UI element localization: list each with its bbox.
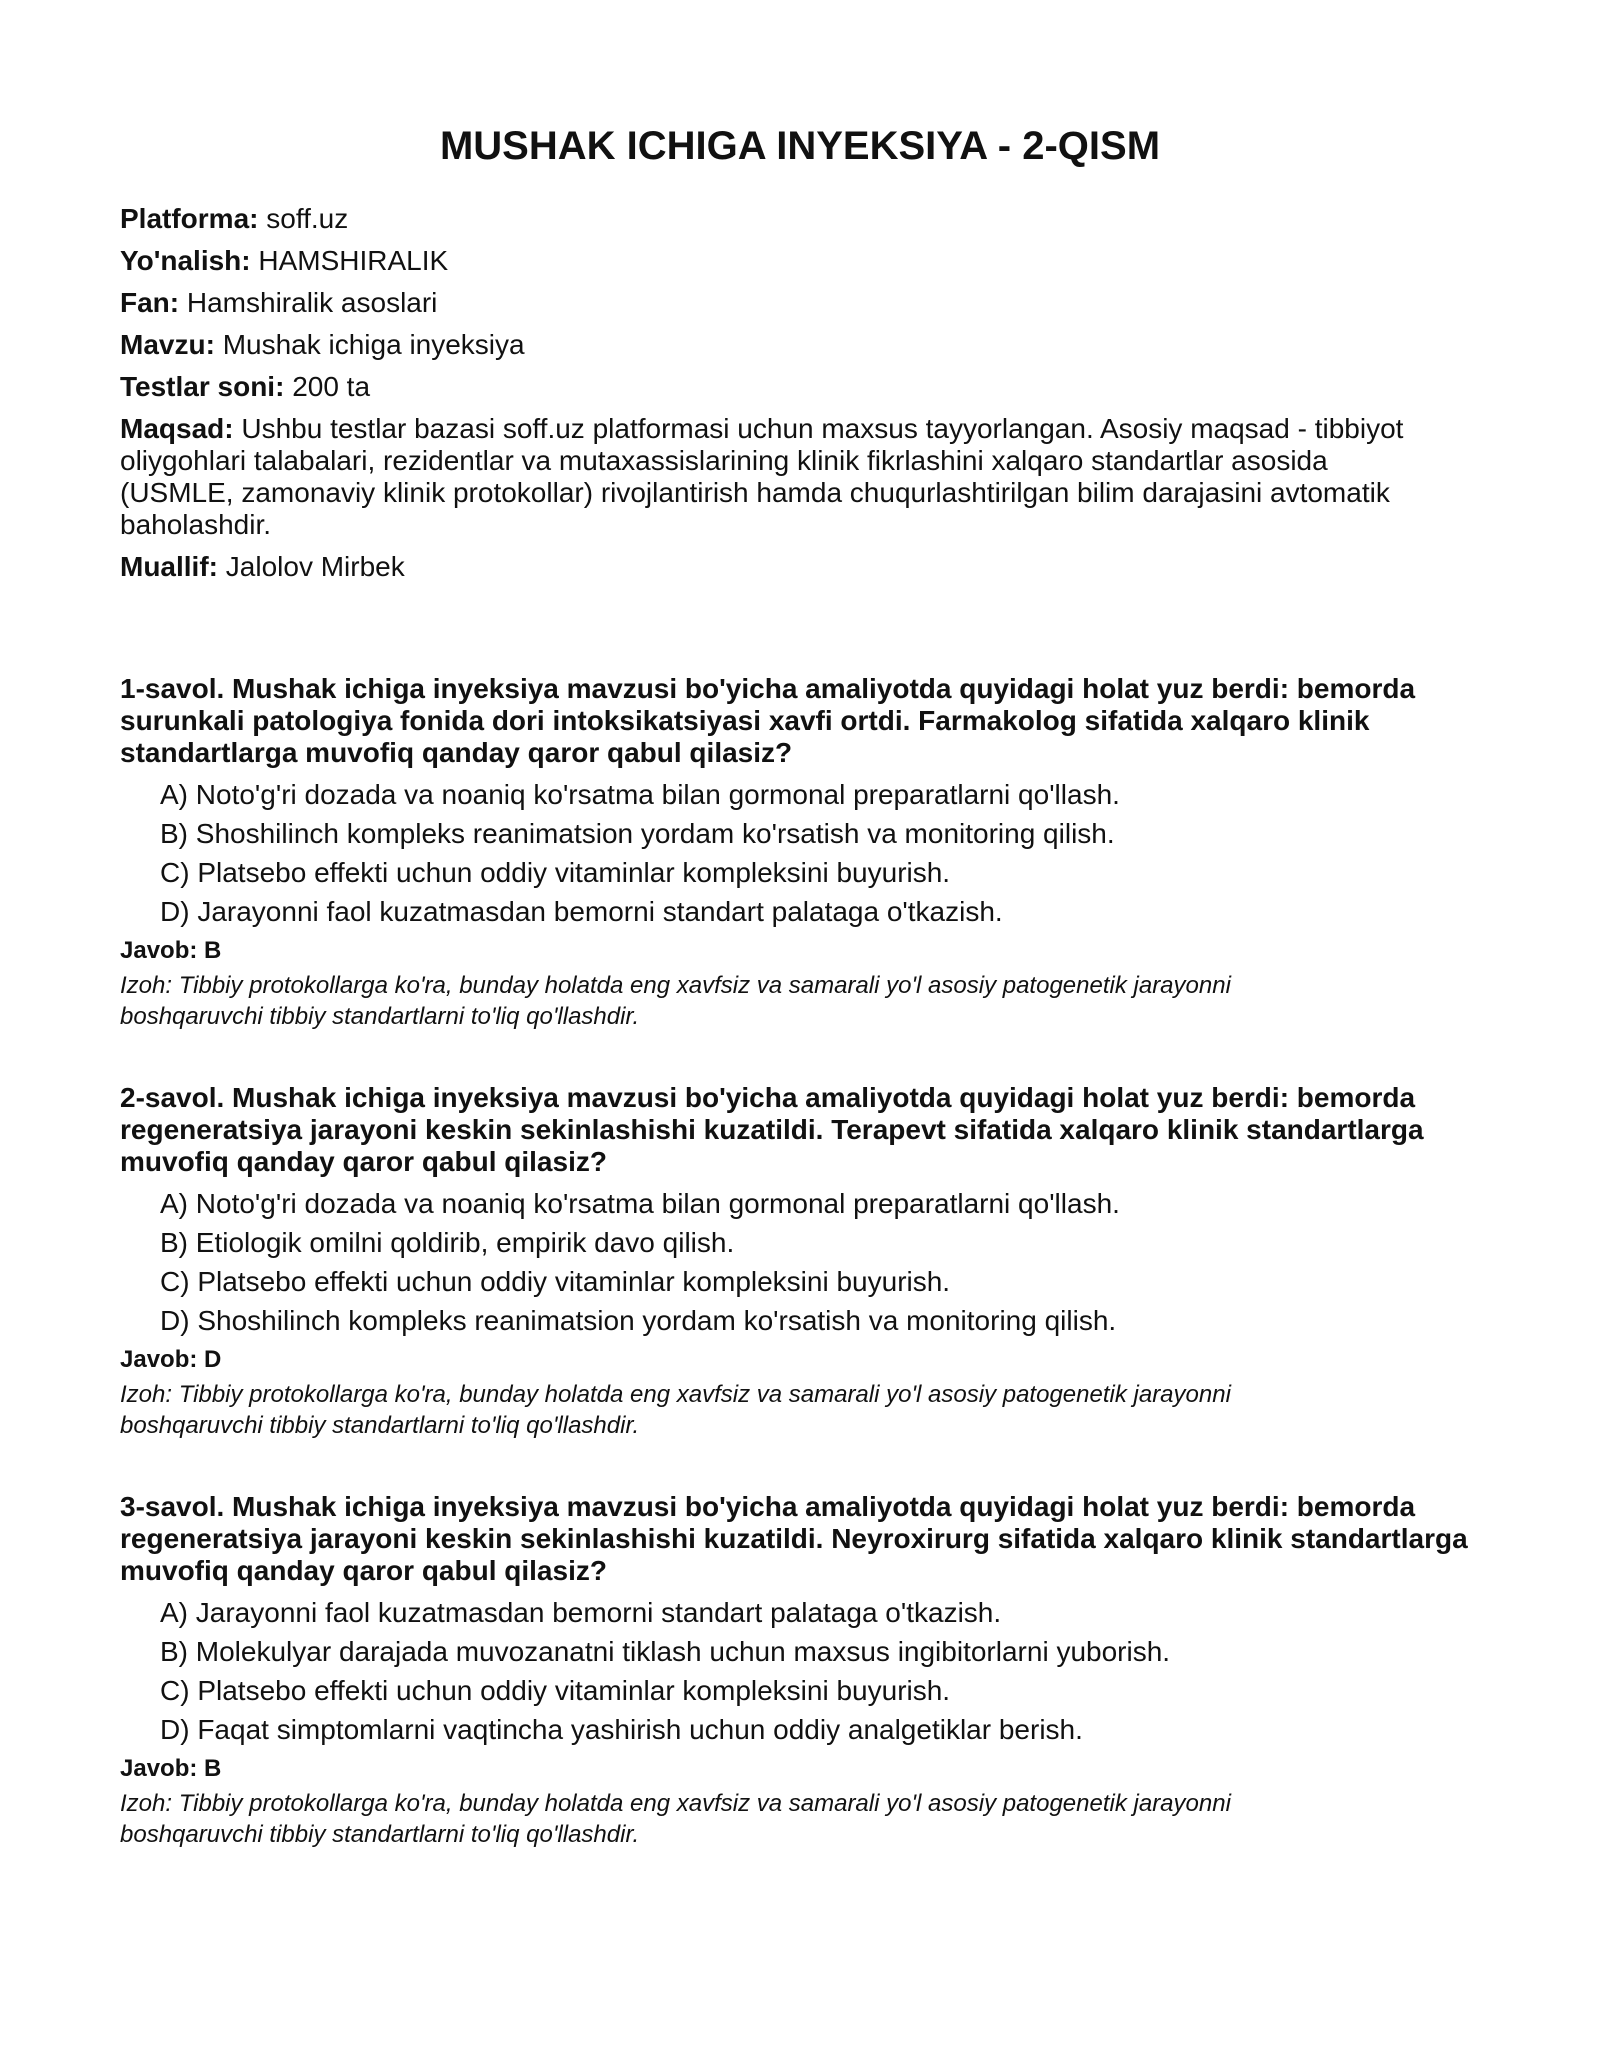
option-d: D) Jarayonni faol kuzatmasdan bemorni standart palataga o'tkazish. [160,896,1003,927]
meta-value: HAMSHIRALIK [258,245,449,276]
option-c: C) Platsebo effekti uchun oddiy vitaminlar kompleksini buyurish. [160,1266,951,1297]
option-b: B) Etiologik omilni qoldirib, empirik davo qilish. [160,1227,735,1258]
explanation: Izoh: Tibbiy protokollarga ko'ra, bunday holatda eng xavfsiz va samarali yo'l asosiy patogenetik jarayonni boshqaruvchi tibbiy standartlarni to'liq qo'llashdir. [120,1790,1231,1848]
meta-value: Mushak ichiga inyeksiya [222,329,525,360]
option-d: D) Faqat simptomlarni vaqtincha yashirish uchun oddiy analgetiklar berish. [160,1714,1083,1745]
question-text: 1-savol. Mushak ichiga inyeksiya mavzusi bo'yicha amaliyotda quyidagi holat yuz berdi: bemorda surunkali patologiya fonida dori intoksikatsiyasi xavfi ortdi. Farmakolog sifatida xalqaro klinik standartlarga muvofiq qanday qaror qabul qilasiz? [120,673,1416,768]
explanation: Izoh: Tibbiy protokollarga ko'ra, bunday holatda eng xavfsiz va samarali yo'l asosiy patogenetik jarayonni boshqaruvchi tibbiy standartlarni to'liq qo'llashdir. [120,1381,1231,1439]
options-list [160,779,1480,928]
question-1 [120,673,1480,1032]
meta-value: Ushbu testlar bazasi soff.uz platformasi uchun maxsus tayyorlangan. Asosiy maqsad - tibbiyot oliygohlari talabalari, rezidentlar va mutaxassislarining klinik fikrlashini xalqaro standartlar asosida (USMLE, zamonaviy klinik protokollar) rivojlantirish hamda chuqurlashtirilgan bilim darajasini avtomatik baholashdir. [120,413,1404,540]
meta-value: Hamshiralik asoslari [186,287,438,318]
meta-label: Fan: [120,287,180,318]
question-3 [120,1491,1480,1850]
explanation: Izoh: Tibbiy protokollarga ko'ra, bunday holatda eng xavfsiz va samarali yo'l asosiy patogenetik jarayonni boshqaruvchi tibbiy standartlarni to'liq qo'llashdir. [120,972,1231,1030]
meta-label: Platforma: [120,203,259,234]
option-a: A) Noto'g'ri dozada va noaniq ko'rsatma bilan gormonal preparatlarni qo'llash. [160,779,1120,810]
document-metadata [120,203,1440,593]
meta-label: Testlar soni: [120,371,285,402]
meta-value: soff.uz [266,203,349,234]
meta-label: Muallif: [120,551,218,582]
question-2 [120,1082,1480,1441]
option-c: C) Platsebo effekti uchun oddiy vitaminlar kompleksini buyurish. [160,857,951,888]
meta-direction [120,245,1440,277]
meta-value: Jalolov Mirbek [225,551,405,582]
meta-label: Yo'nalish: [120,245,251,276]
answer: Javob: B [120,937,222,964]
option-c: C) Platsebo effekti uchun oddiy vitaminlar kompleksini buyurish. [160,1675,951,1706]
meta-subject [120,287,1440,319]
meta-test-count [120,371,1440,403]
question-text: 3-savol. Mushak ichiga inyeksiya mavzusi bo'yicha amaliyotda quyidagi holat yuz berdi: bemorda regeneratsiya jarayoni keskin sekinlashishi kuzatildi. Neyroxirurg sifatida xalqaro klinik standartlarga muvofiq qanday qaror qabul qilasiz? [120,1491,1468,1586]
option-d: D) Shoshilinch kompleks reanimatsion yordam ko'rsatish va monitoring qilish. [160,1305,1117,1336]
answer: Javob: D [120,1346,222,1373]
meta-label: Maqsad: [120,413,234,444]
meta-purpose [120,413,1440,541]
option-b: B) Molekulyar darajada muvozanatni tiklash uchun maxsus ingibitorlarni yuborish. [160,1636,1171,1667]
meta-label: Mavzu: [120,329,215,360]
document-title: MUSHAK ICHIGA INYEKSIYA - 2-QISM [439,124,1161,168]
option-b: B) Shoshilinch kompleks reanimatsion yordam ko'rsatish va monitoring qilish. [160,818,1115,849]
meta-value: 200 ta [292,371,371,402]
meta-topic [120,329,1440,361]
meta-author [120,551,1440,583]
options-list [160,1597,1480,1746]
option-a: A) Jarayonni faol kuzatmasdan bemorni standart palataga o'tkazish. [160,1597,1002,1628]
question-text: 2-savol. Mushak ichiga inyeksiya mavzusi bo'yicha amaliyotda quyidagi holat yuz berdi: bemorda regeneratsiya jarayoni keskin sekinlashishi kuzatildi. Terapevt sifatida xalqaro klinik standartlarga muvofiq qanday qaror qabul qilasiz? [120,1082,1424,1177]
meta-platform [120,203,1440,235]
answer: Javob: B [120,1755,222,1782]
option-a: A) Noto'g'ri dozada va noaniq ko'rsatma bilan gormonal preparatlarni qo'llash. [160,1188,1120,1219]
options-list [160,1188,1480,1337]
